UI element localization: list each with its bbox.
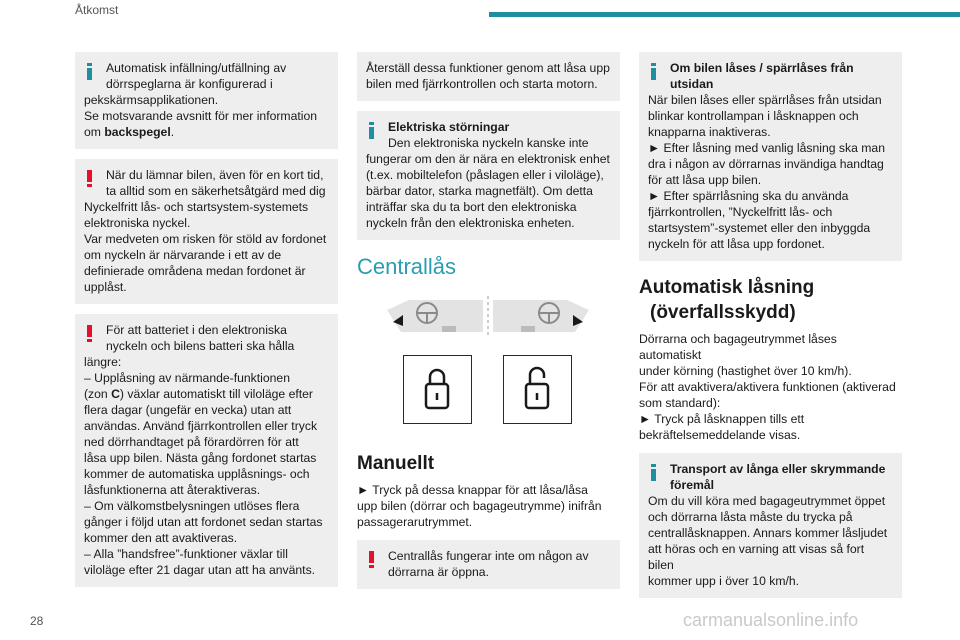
reset-box [357,52,620,101]
warning-icon [369,551,374,568]
text-line: som standard): [639,396,721,410]
text-line: nyckeln för att låsa upp fordonet. [648,237,825,251]
info-box-mirrors: Automatisk infällning/utfällning av dörrspeglarna är konfigurerad i pekskärmsapplikationen. Se motsvarande avsnitt för mer information om backspegel. [75,52,338,149]
text-line: definierade områdena medan fordonet är [84,264,306,278]
warning-box-battery: För att batteriet i den elektroniska nyckeln och bilens batteri ska hålla längre: – Upplåsning av närmande-funktionen (zon C) växlar automatiskt till viloläge efter flera dagar (ungefär en vecka) utan att användas. Använd fjärrkontrollen eller tryck ned dörrhandtaget på förardörren för att låsa upp bilen. Nästa gång fordonet startas kommer de automatiska upplåsnings- och låsfunktionerna att återaktiveras. – Om välkomstbelysningen utlöses flera gånger i följd utan att fordonet sedan startas kommer den att avaktiveras. – Alla ”handsfree”-funktioner växlar till viloläge efter 21 dagar utan att ha använts. [75,314,338,587]
watermark: carmanualsonline.info [683,610,859,630]
warning-icon [87,325,92,342]
info-icon [651,464,656,481]
lock-open-icon [504,356,570,422]
text-line: centrallåsknappen. Annars kommer låsljudet [648,526,888,540]
page-number: 28 [30,614,44,628]
column-1 [75,52,338,597]
text-line: ► Tryck på dessa knappar för att låsa/låsa [357,483,588,497]
manual-body [357,482,620,530]
text-line: Var medveten om risken för stöld av fordonet [84,232,327,246]
text-line: passagerarutrymmet. [357,515,473,529]
central-lock-illustration [357,294,620,438]
subsection-title-automatisk-lasning: Automatisk låsning (överfallsskydd) [639,277,815,323]
info-icon [651,63,656,80]
text-line: elektroniska nyckel. [84,216,191,230]
info-box-transport: Transport av långa eller skrymmande föremål Om du vill köra med bagageutrymmet öppet och dörrarna låsta måste du trycka på centrallåsknappen. Annars kommer låsljudet att höras och en varning att visas så fort bilen kommer upp i över 10 km/h. [639,453,902,598]
section-title-centrallas: Centrallås [357,254,457,279]
subsection-title-manuellt: Manuellt [357,453,435,474]
info-icon [87,63,92,80]
header-accent-bar [489,12,960,17]
header-title: Åtkomst [75,3,119,17]
text-line: – Alla ”handsfree”-funktioner växlar till [84,547,288,561]
text-line: bärbar dator, starka magnetfält). Om detta [366,184,593,198]
text-line: Dörrarna och bagageutrymmet låses automatiskt [639,332,837,362]
text-line: och dörrarna låsta måste du trycka på [648,510,853,524]
text-line: ► Efter spärrlåsning ska du använda [648,189,849,203]
text-line: startsystem”-systemet eller den inbyggda [648,221,871,235]
lock-button[interactable] [403,355,472,424]
text-line: När bilen låses eller spärrlåses från utsidan [648,93,882,107]
lock-closed-icon [404,356,470,422]
warning-icon [87,170,92,187]
text-line: kommer den att avaktiveras. [84,531,238,545]
text-line: knapparna inaktiveras. [648,125,771,139]
text-line: dra i någon av dörrarnas invändiga handtag [648,157,884,171]
text-line: gånger i följd utan att fordonet sedan startas [84,515,323,529]
text-line: viloläge efter 21 dagar utan att ha använts. [84,563,316,577]
unlock-button[interactable] [503,355,572,424]
text-line: att höras och en varning att visas så fort bilen [648,542,865,572]
text-line: Om du vill köra med bagageutrymmet öppet [648,494,886,508]
info-box-interference: Elektriska störningar Den elektroniska nyckeln kanske inte fungerar om den är nära en elektronisk enhet (t.ex. mobiltelefon (påslagen eller i viloläge), bärbar dator, starka magnetfält). Om detta inträffar ska du ta bort den elektroniska nyckeln från den elektroniska enheten. [357,111,620,240]
warning-box-doors: Centrallås fungerar inte om någon av dörrarna är öppna. [357,540,620,589]
text-line: för att låsa upp bilen. [648,173,762,187]
text-line: (t.ex. mobiltelefon (påslagen eller i viloläge), [366,168,604,182]
text-line: låsa upp bilen. Nästa gång fordonet startas [84,451,317,465]
text-line: om nyckeln är närvarande i ett av de [84,248,282,262]
column-2 [357,52,620,599]
text-line: kommer de automatiska upplåsnings- och [84,467,310,481]
warning-key-body [84,199,329,295]
text-line: ► Efter låsning med vanlig låsning ska man [648,141,885,155]
text-line: låsfunktionerna att återaktiveras. [84,483,261,497]
text-line: längre: [84,355,122,369]
text-line: – Upplåsning av närmande-funktionen [84,371,290,385]
text-line: nyckeln från den elektroniska enheten. [366,216,575,230]
text-line: inträffar ska du ta bort den elektroniska [366,200,577,214]
link-backspegel: backspegel [104,125,171,139]
column-3 [639,52,902,608]
text-line: fungerar om den är nära en elektronisk enhet [366,152,610,166]
dashboard-illustration [357,294,620,354]
text-line: upp bilen (dörrar och bagageutrymme) inifrån [357,499,602,513]
text-line: under körning (hastighet över 10 km/h). [639,364,852,378]
text-line: fjärrkontrollen, ”Nyckelfritt lås- och [648,205,833,219]
text-line: bilen med fjärrkontrollen och starta motorn. [366,77,598,91]
info-icon [369,122,374,139]
info-box-outside-lock: Om bilen låses / spärrlåses från utsidan När bilen låses eller spärrlåses från utsidan blinkar kontrollampan i låsknappen och knapparna inaktiveras. ► Efter låsning med vanlig låsning ska man dra i någon av dörrarnas invändiga handtag för att låsa upp bilen. ► Efter spärrlåsning ska du använda fjärrkontrollen, ”Nyckelfritt lås- och startsystem”-systemet eller den inbyggda nyckeln för att låsa upp fordonet. [639,52,902,261]
text-line: ► Tryck på låsknappen tills ett [639,412,805,426]
text-line: Återställ dessa funktioner genom att låsa upp [366,61,610,75]
text-line: – Om välkomstbelysningen utlöses flera [84,499,300,513]
text-line: kommer upp i över 10 km/h. [648,574,800,588]
text-line: blinkar kontrollampan i låsknappen och [648,109,859,123]
text-line: För att avaktivera/aktivera funktionen (aktiverad [639,380,896,394]
warning-box-key: När du lämnar bilen, även för en kort tid, ta alltid som en säkerhetsåtgärd med dig Nyckelfritt lås- och startsystem-systemets elektroniska nyckel. Var medveten om risken för stöld av fordonet om nyckeln är närvarande i ett av de definierade områdena medan fordonet är upplåst. [75,159,338,304]
text-line: bekräftelsemeddelande visas. [639,428,801,442]
auto-lock-body [639,331,902,443]
text-line: Nyckelfritt lås- och startsystem-systemets [84,200,309,214]
text-line: användas. Använd fjärrkontrollen eller tryck [84,419,318,433]
text-line: flera dagar (ungefär en vecka) utan att [84,403,292,417]
text-line: upplåst. [84,280,127,294]
text-line: ned dörrhandtaget på förardörren för att [84,435,299,449]
